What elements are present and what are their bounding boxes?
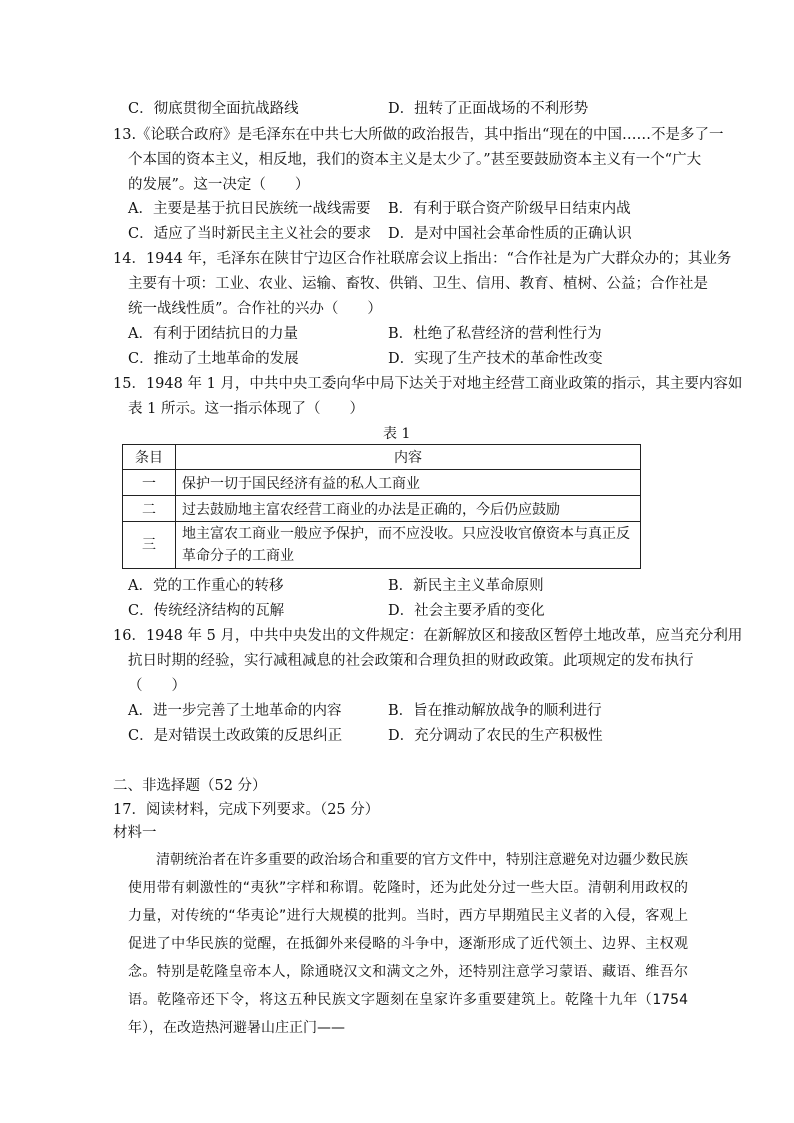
q15-option-b: B．新民主主义革命原则 — [388, 578, 544, 594]
q14-option-c: C．推动了土地革命的发展 — [128, 351, 299, 367]
q16-option-d: D．充分调动了农民的生产积极性 — [388, 728, 603, 744]
q15-option-c: C．传统经济结构的瓦解 — [128, 603, 285, 619]
q13-option-d: D．是对中国社会革命性质的正确认识 — [388, 226, 632, 242]
q16-stem-line-2: 抗日时期的经验，实行减租减息的社会政策和合理负担的财政政策。此项规定的发布执行 — [128, 653, 694, 669]
table-header-row — [123, 445, 641, 470]
q14-option-a: A．有利于团结抗日的力量 — [128, 326, 298, 342]
q13-stem-line-1: 13.《论联合政府》是毛泽东在中共七大所做的政治报告，其中指出“现在的中国……不是多了一 — [113, 127, 724, 143]
material-passage — [128, 846, 688, 1042]
q14-stem-line-1: 14．1944 年，毛泽东在陕甘宁边区合作社联席会议上指出：“合作社是为广大群众办的；其业务 — [113, 251, 732, 267]
table-cell-num: 三 — [123, 522, 176, 569]
q13-option-c: C．适应了当时新民主主义社会的要求 — [128, 226, 372, 242]
table-row — [123, 496, 641, 522]
q16-option-b: B．旨在推动解放战争的顺利进行 — [388, 703, 602, 719]
policy-table — [122, 444, 641, 569]
q16-stem-line-3: （ ） — [128, 678, 186, 694]
q15-option-a: A．党的工作重心的转移 — [128, 578, 284, 594]
q16-option-c: C．是对错误土改政策的反思纠正 — [128, 728, 343, 744]
table-header-content: 内容 — [176, 445, 641, 470]
material-text: 清朝统治者在许多重要的政治场合和重要的官方文件中，特别注意避免对边疆少数民族使用带有刺激性的“夷狄”字样和称谓。乾隆时，还为此处分过一些大臣。清朝利用政权的力量，对传统的“华夷论”进行大规模的批判。当时，西方早期殖民主义者的入侵，客观上促进了中华民族的觉醒，在抵御外来侵略的斗争中，逐渐形成了近代领土、边界、主权观念。特别是乾隆皇帝本人，除通晓汉文和满文之外，还特别注意学习蒙语、藏语、维吾尔语。乾隆帝还下令，将这五种民族文字题刻在皇家许多重要建筑上。乾隆十九年（1754 年），在改造热河避暑山庄正门—— — [128, 852, 688, 1036]
q15-stem-line-2: 表 1 所示。这一指示体现了（ ） — [128, 401, 364, 417]
q13-option-a: A．主要是基于抗日民族统一战线需要 — [128, 201, 371, 217]
table-cell-text: 地主富农工商业一般应予保护，而不应没收。只应没收官僚资本与真正反革命分子的工商业 — [176, 522, 641, 569]
material-label: 材料一 — [113, 825, 157, 841]
q15-option-d: D．社会主要矛盾的变化 — [388, 603, 545, 619]
table-cell-num: 一 — [123, 470, 176, 496]
q13-stem-line-2: 个本国的资本主义，相反地，我们的资本主义是太少了。”甚至要鼓励资本主义有一个“广大 — [128, 152, 702, 168]
table-header-item: 条目 — [123, 445, 176, 470]
table-cell-num: 二 — [123, 496, 176, 522]
q13-stem-line-3: 的发展”。这一决定（ ） — [128, 177, 310, 193]
table-cell-text: 保护一切于国民经济有益的私人工商业 — [176, 470, 641, 496]
q17-stem: 17．阅读材料，完成下列要求。（25 分） — [113, 802, 380, 818]
q14-option-d: D．实现了生产技术的革命性改变 — [388, 351, 603, 367]
q15-stem-line-1: 15．1948 年 1 月，中共中央工委向华中局下达关于对地主经营工商业政策的指示，其主要内容如 — [113, 376, 743, 392]
q14-stem-line-3: 统一战线性质”。合作社的兴办（ ） — [128, 301, 382, 317]
q14-stem-line-2: 主要有十项：工业、农业、运输、畜牧、供销、卫生、信用、教育、植树、公益；合作社是 — [128, 276, 708, 292]
table-caption: 表 1 — [383, 426, 411, 442]
q13-option-b: B．有利于联合资产阶级早日结束内战 — [388, 201, 631, 217]
table-row — [123, 522, 641, 569]
table-cell-text: 过去鼓励地主富农经营工商业的办法是正确的，今后仍应鼓励 — [176, 496, 641, 522]
section-heading: 二、非选择题（52 分） — [113, 778, 267, 794]
q16-option-a: A．进一步完善了土地革命的内容 — [128, 703, 342, 719]
q12-option-c: C．彻底贯彻全面抗战路线 — [128, 101, 299, 117]
q16-stem-line-1: 16．1948 年 5 月，中共中央发出的文件规定：在新解放区和接敌区暂停土地改革，应当充分利用 — [113, 628, 743, 644]
q12-option-d: D．扭转了正面战场的不利形势 — [388, 101, 589, 117]
q14-option-b: B．杜绝了私营经济的营利性行为 — [388, 326, 602, 342]
table-row — [123, 470, 641, 496]
